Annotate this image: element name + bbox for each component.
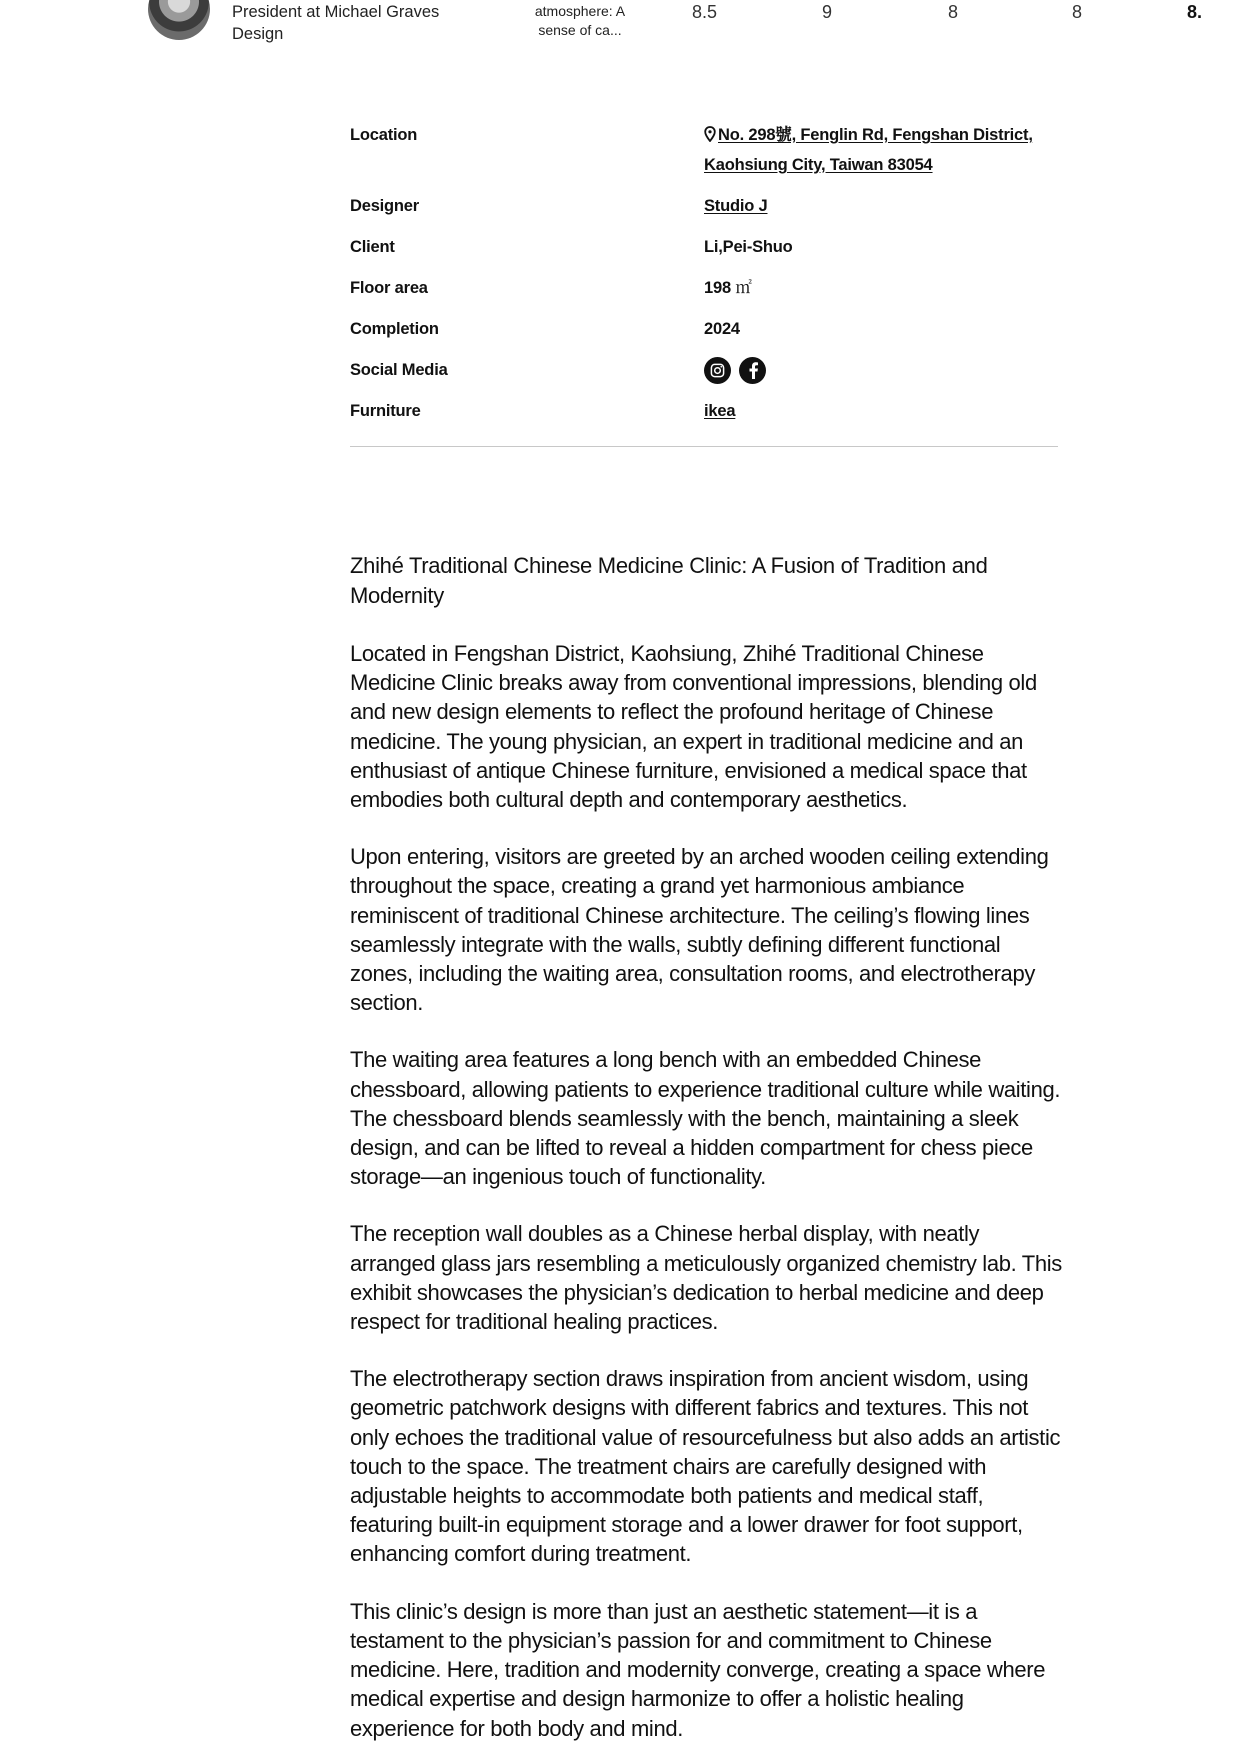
article-paragraph: Upon entering, visitors are greeted by an arched wooden ceiling extending throughout the space, creating a grand yet harmonious ambiance reminiscent of traditional Chinese architecture. The ceiling’s flowing lines seamlessly integrate with the walls, subtly defining different functional zones, including the waiting area, consultation rooms, and electrotherapy section. [350, 844, 1049, 1016]
detail-label: Furniture [350, 402, 421, 420]
detail-label: Designer [350, 197, 420, 215]
detail-value [704, 120, 1058, 180]
detail-row-client [350, 232, 1058, 262]
score-2: 9 [822, 2, 833, 22]
article-paragraph: This clinic’s design is more than just an aesthetic statement—it is a testament to the physician’s passion for and commitment to Chinese medicine. Here, tradition and modernity converge, creating a space where medical expertise and design harmonize to offer a holistic healing experience for both body and mind. [350, 1598, 1046, 1741]
floor-area-value [704, 273, 1058, 303]
furniture-link[interactable]: ikea [704, 402, 736, 420]
designer-link[interactable]: Studio J [704, 197, 768, 215]
project-description [350, 551, 1062, 1743]
facebook-icon [746, 361, 760, 379]
floor-area-number: 198 [704, 279, 731, 297]
detail-label: Floor area [350, 279, 428, 297]
article-paragraph: The waiting area features a long bench with an embedded Chinese chessboard, allowing patients to experience traditional culture while waiting. The chessboard blends seamlessly with the bench, maintaining a sleek design, and can be lifted to reveal a hidden compartment for chess piece storage—an ingenious touch of functionality. [350, 1047, 1061, 1190]
facebook-link[interactable] [739, 357, 766, 384]
instagram-link[interactable] [704, 357, 731, 384]
juror-rating-row [0, 0, 1240, 50]
article-paragraph: The reception wall doubles as a Chinese herbal display, with neatly arranged glass jars resembling a meticulously organized chemistry lab. This exhibit showcases the physician’s dedication to herbal medicine and deep respect for traditional healing practices. [350, 1221, 1062, 1335]
juror-avatar [148, 0, 210, 40]
project-details [350, 120, 1058, 426]
detail-value [704, 191, 1058, 221]
section-divider [350, 446, 1058, 447]
client-value: Li,Pei-Shuo [704, 238, 793, 256]
article-paragraph: Located in Fengshan District, Kaohsiung, Zhihé Traditional Chinese Medicine Clinic breaks away from conventional impressions, blending old and new design elements to reflect the profound heritage of Chinese medicine. The young physician, an expert in traditional medicine and an enthusiast of antique Chinese furniture, envisioned a medical space that embodies both cultural depth and contemporary aesthetics. [350, 641, 1037, 813]
social-links [704, 355, 1058, 385]
detail-row-completion [350, 314, 1058, 344]
completion-value: 2024 [704, 320, 740, 338]
detail-label: Completion [350, 320, 439, 338]
detail-label: Social Media [350, 361, 448, 379]
score-3: 8 [948, 2, 959, 22]
detail-value [704, 396, 1058, 426]
article-paragraph: The electrotherapy section draws inspiration from ancient wisdom, using geometric patchwork designs with different fabrics and textures. This not only echoes the traditional value of resourcefulness but also adds an artistic touch to the space. The treatment chairs are carefully designed with adjustable heights to accommodate both patients and medical staff, featuring built-in equipment storage and a lower drawer for foot support, enhancing comfort during treatment. [350, 1366, 1061, 1567]
score-4: 8 [1072, 2, 1083, 22]
location-link[interactable] [704, 126, 1033, 174]
article-title: Zhihé Traditional Chinese Medicine Clinic: A Fusion of Tradition and Modernity [350, 553, 988, 608]
juror-title: President at Michael Graves Design [232, 3, 440, 43]
location-text: No. 298號, Fenglin Rd, Fengshan District, Kaohsiung City, Taiwan 83054 [704, 126, 1033, 174]
map-pin-icon [704, 126, 716, 142]
detail-label: Client [350, 238, 395, 256]
score-1: 8.5 [692, 2, 718, 22]
instagram-icon [710, 363, 725, 378]
detail-row-furniture [350, 396, 1058, 426]
total-score: 8. [1187, 2, 1203, 22]
juror-comment-snippet[interactable]: atmosphere: A sense of ca... [534, 3, 626, 38]
detail-row-location [350, 120, 1058, 180]
detail-row-designer [350, 191, 1058, 221]
detail-row-floor-area [350, 273, 1058, 303]
floor-area-unit: ㎡ [735, 279, 752, 297]
detail-label: Location [350, 126, 418, 144]
detail-row-social-media [350, 355, 1058, 385]
